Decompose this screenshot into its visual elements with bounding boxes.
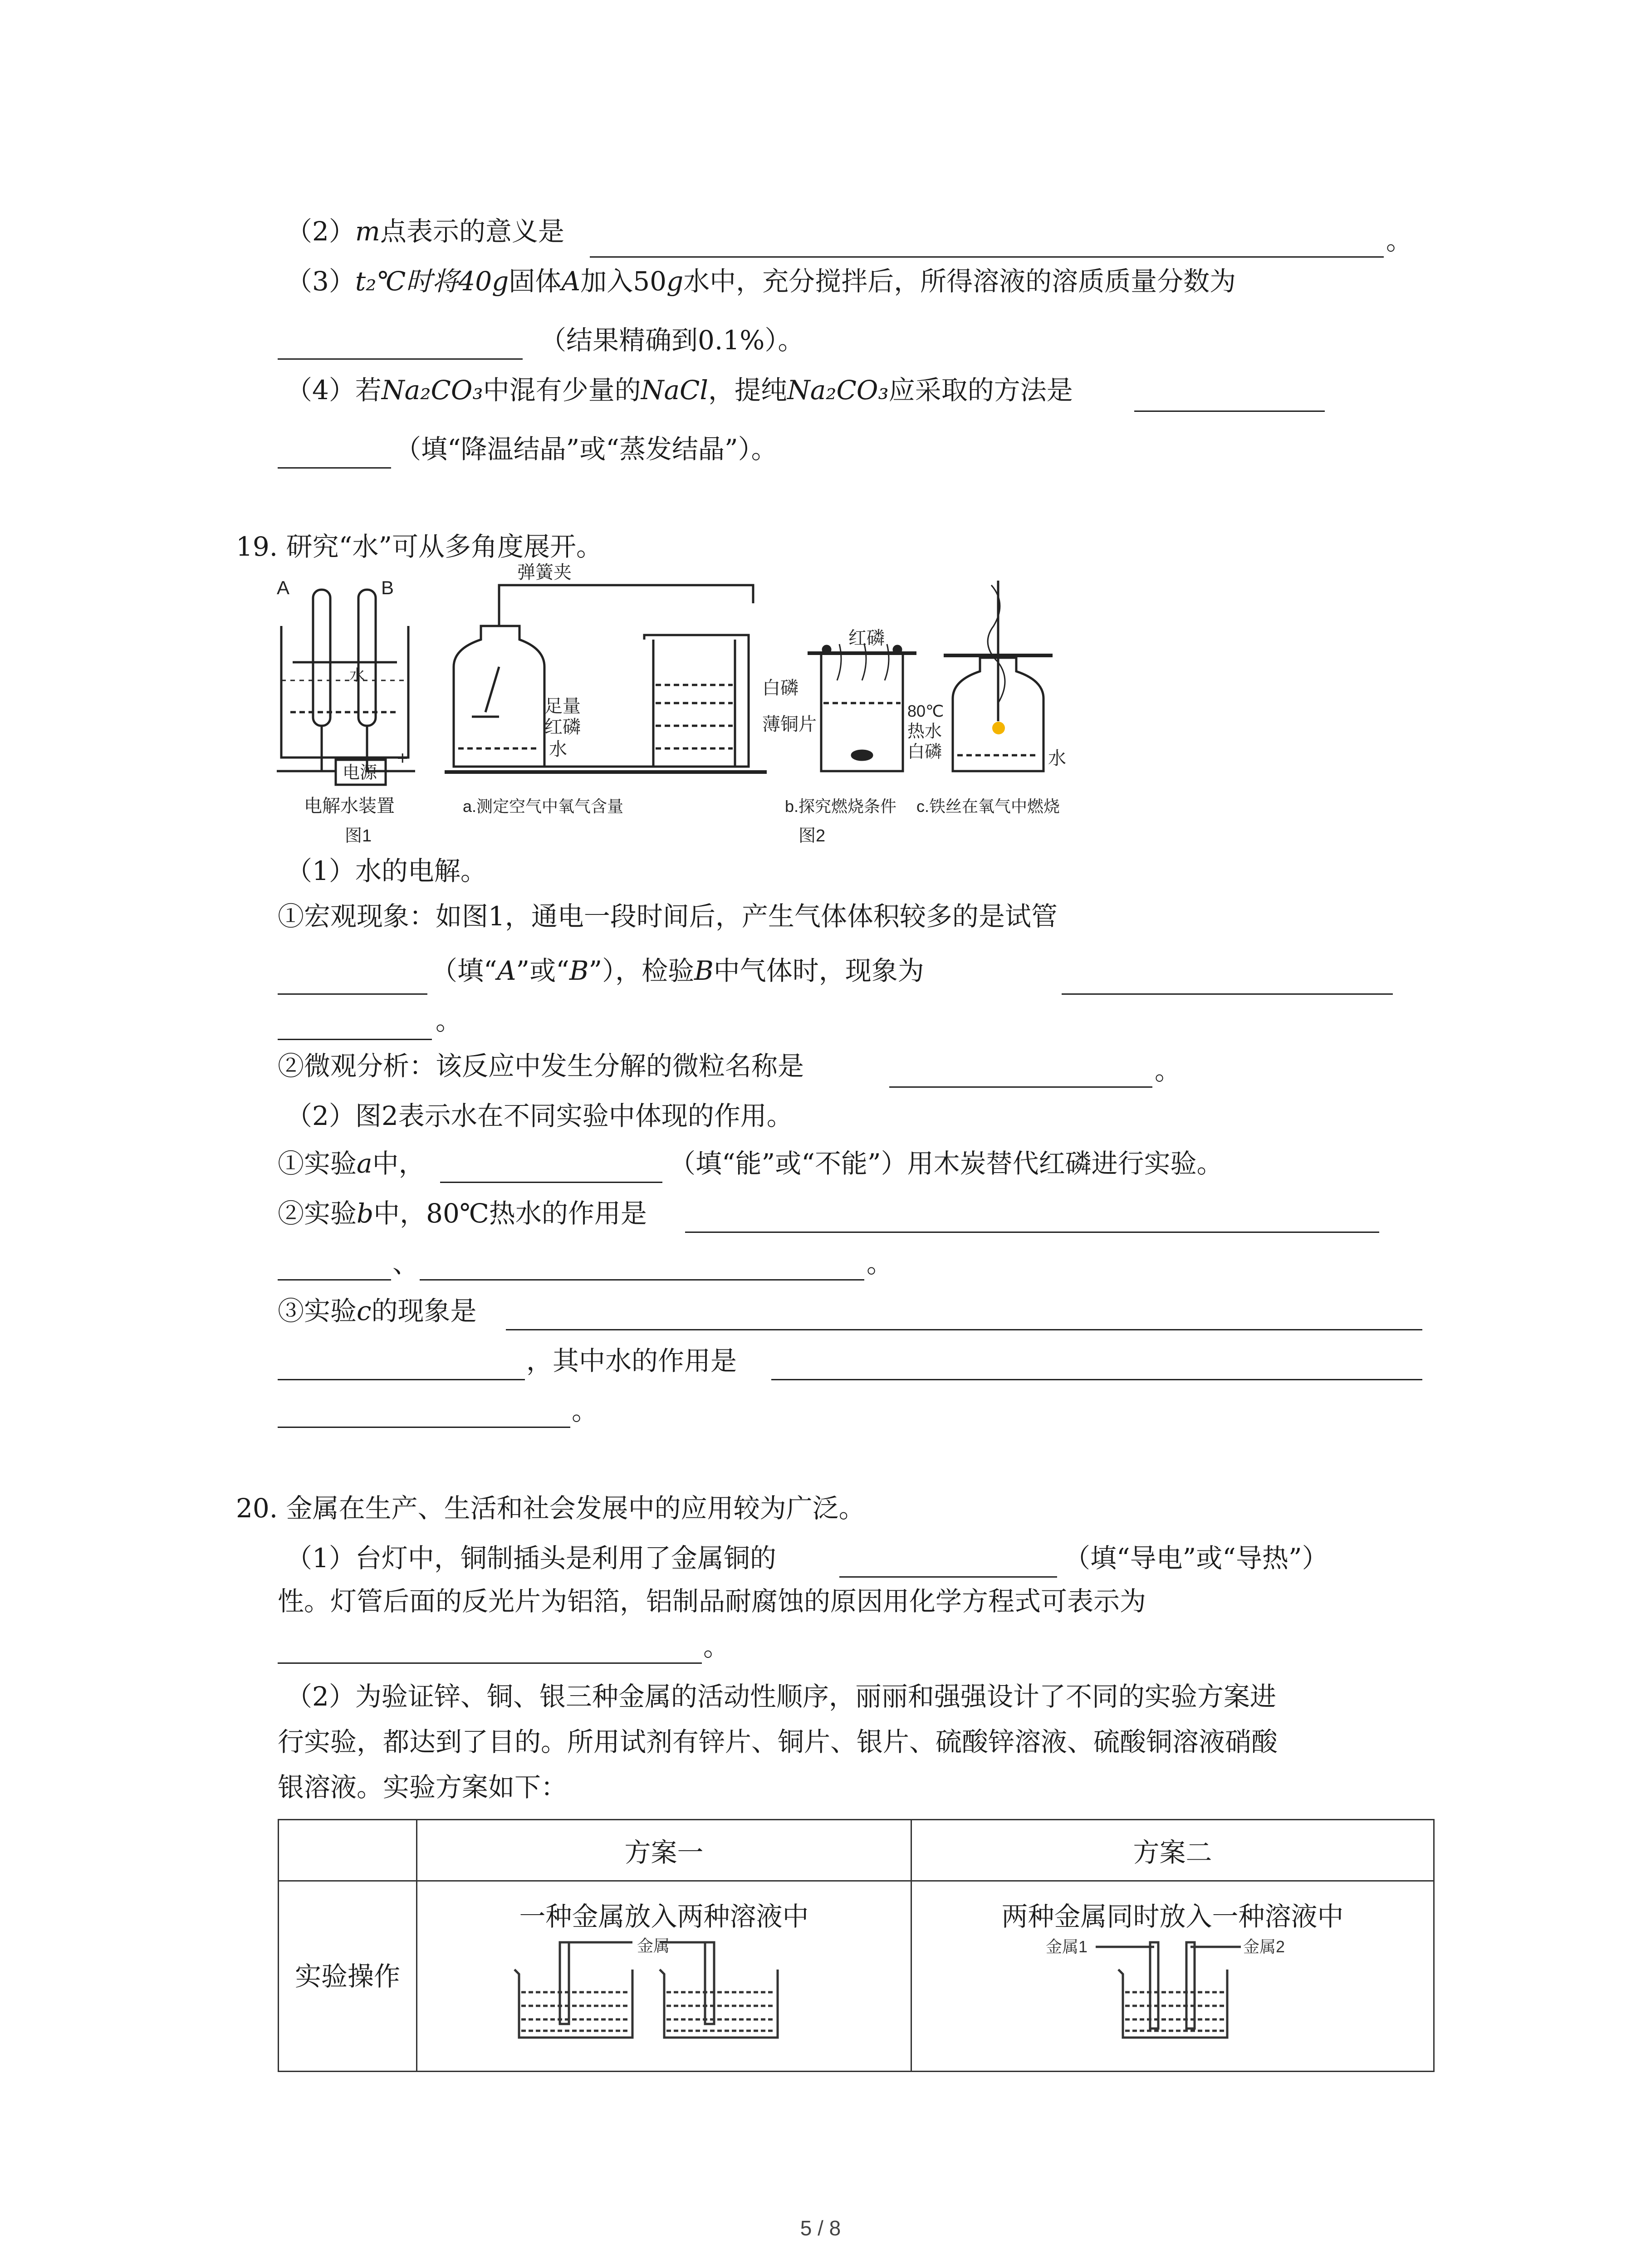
q20-s1c: 。: [703, 1631, 730, 1662]
q19-s2a-blank[interactable]: [440, 1182, 662, 1183]
q19-s2b: ②实验b中，80℃热水的作用是: [278, 1198, 647, 1229]
q19-s2b-end: 。: [867, 1248, 893, 1279]
label-plus: +: [397, 747, 408, 768]
q19-s2c-blank1[interactable]: [506, 1329, 1422, 1330]
q18-part4-blank-a[interactable]: [1134, 411, 1325, 412]
q18-part4-line2: （填“降温结晶”或“蒸发结晶”）。: [395, 434, 778, 464]
q20-s1a: （1）台灯中，铜制插头是利用了金属铜的: [286, 1543, 776, 1574]
label-water3: 水: [1048, 748, 1066, 768]
label-water2: 水: [549, 739, 567, 759]
q20-s2c: 银溶液。实验方案如下：: [278, 1772, 568, 1803]
q18-part2: （2）m点表示的意义是: [286, 216, 564, 247]
q19-s2c: ③实验c的现象是: [278, 1295, 477, 1326]
label-copper: 薄铜片: [762, 714, 817, 734]
q18-part2-blank[interactable]: [590, 256, 1384, 258]
q19-title: 19. 研究“水”可从多角度展开。: [236, 531, 603, 562]
table-header-2: 方案二: [911, 1820, 1434, 1881]
q18-part4: （4）若Na₂CO₃中混有少量的NaCl，提纯Na₂CO₃应采取的方法是: [286, 375, 1073, 406]
label-water-small: 水: [349, 667, 365, 684]
label-white-p: 白磷: [762, 678, 798, 698]
q20-scheme-table: [278, 1819, 1435, 2072]
q18-part3-blank[interactable]: [278, 358, 523, 360]
label-enough: 足量: [544, 696, 581, 716]
table-cell-scheme1: [417, 1881, 911, 2072]
q19-s2a-rest: （填“能”或“不能”）用木炭替代红磷进行实验。: [669, 1148, 1223, 1179]
page-number: 5 / 8: [800, 2216, 841, 2240]
q19-s1a-line2: （填“A”或“B”），检验B中气体时，现象为: [431, 955, 924, 986]
oxygen-measure-apparatus: [445, 585, 767, 772]
scheme2-beaker: [1037, 1938, 1309, 2042]
q19-s1b-end: 。: [1155, 1055, 1181, 1086]
label-clip: 弹簧夹: [517, 562, 572, 582]
q19-s2a-pre: ①实验a中，: [278, 1148, 425, 1179]
caption-fig1: 电解水装置: [304, 796, 395, 816]
q19-s2c-blank4[interactable]: [278, 1427, 570, 1428]
q20-title: 20. 金属在生产、生活和社会发展中的应用较为广泛。: [236, 1493, 865, 1524]
q19-s1b-blank[interactable]: [889, 1086, 1152, 1088]
label-temp: 80℃: [907, 702, 944, 720]
combustion-apparatus: [808, 644, 916, 771]
table-header-1: 方案一: [417, 1820, 911, 1881]
q19-s1a-blank3[interactable]: [278, 1039, 432, 1040]
table-cell-scheme2: [911, 1881, 1434, 2072]
label-white-p2: 白磷: [907, 743, 942, 762]
q18-part3: （3）t₂℃时将40g固体A加入50g水中，充分搅拌后，所得溶液的溶质质量分数为: [286, 266, 1236, 297]
table-corner: [279, 1820, 417, 1881]
q19-s1a-blank2[interactable]: [1062, 993, 1393, 995]
caption-c: c.铁丝在氧气中燃烧: [916, 797, 1060, 816]
q19-s1b: ②微观分析：该反应中发生分解的微粒名称是: [278, 1051, 804, 1081]
q19-s1a-end: 。: [436, 1005, 462, 1036]
label-metal2: 金属2: [1243, 1937, 1285, 1956]
label-power: 电源: [343, 763, 377, 782]
table-row-label: 实验操作: [279, 1881, 417, 2072]
q20-s1b: 性。灯管后面的反光片为铝箔，铝制品耐腐蚀的原因用化学方程式可表示为: [278, 1586, 1146, 1617]
scheme2-text: 两种金属同时放入一种溶液中: [1001, 1901, 1344, 1932]
q19-s1a-blank1[interactable]: [278, 993, 427, 995]
q19-s2c-blank3[interactable]: [771, 1379, 1422, 1380]
label-metal: 金属: [637, 1936, 670, 1955]
q19-s2b-blank3[interactable]: [420, 1279, 864, 1281]
q20-s1a-blank[interactable]: [839, 1576, 1057, 1578]
label-red-p2: 红磷: [848, 628, 885, 648]
q19-s2: （2）图2表示水在不同实验中体现的作用。: [286, 1100, 793, 1131]
q18-part4-blank-b[interactable]: [278, 467, 391, 469]
label-fig1: 图1: [345, 826, 372, 846]
q20-s1b-blank[interactable]: [278, 1662, 702, 1664]
label-fig2: 图2: [798, 826, 826, 846]
q19-s2c-blank2[interactable]: [278, 1379, 525, 1380]
iron-burning-apparatus: [944, 581, 1053, 771]
q18-part2-end: 。: [1386, 225, 1413, 256]
q19-s2b-sep: 、: [392, 1248, 419, 1279]
electrolysis-apparatus: [277, 590, 415, 785]
label-hot-water: 热水: [907, 722, 942, 741]
label-red-p: 红磷: [544, 717, 581, 737]
q19-s2b-blank1[interactable]: [685, 1232, 1379, 1233]
scheme1-text: 一种金属放入两种溶液中: [519, 1901, 809, 1932]
q18-part3-line2: （结果精确到0.1%）。: [540, 325, 804, 356]
q20-s2a: （2）为验证锌、铜、银三种金属的活动性顺序，丽丽和强强设计了不同的实验方案进: [286, 1681, 1276, 1712]
q19-s1: （1）水的电解。: [286, 855, 487, 886]
q19-figure: [272, 562, 1066, 857]
scheme1-beakers: [501, 1938, 828, 2042]
caption-b: b.探究燃烧条件: [785, 797, 897, 816]
q19-s2c-mid: ，其中水的作用是: [526, 1345, 737, 1376]
q19-s2c-end: 。: [572, 1395, 598, 1426]
q19-s1a: ①宏观现象：如图1，通电一段时间后，产生气体体积较多的是试管: [278, 901, 1058, 932]
label-B: B: [381, 577, 394, 598]
label-metal1: 金属1: [1045, 1937, 1087, 1956]
q19-s2b-blank2[interactable]: [278, 1279, 391, 1281]
label-minus: −: [313, 747, 324, 768]
q20-s2b: 行实验，都达到了目的。所用试剂有锌片、铜片、银片、硫酸锌溶液、硫酸铜溶液硝酸: [278, 1726, 1278, 1757]
label-A: A: [277, 577, 290, 598]
caption-a: a.测定空气中氧气含量: [463, 797, 624, 816]
q20-s1a-rest: （填“导电”或“导热”）: [1064, 1543, 1328, 1574]
